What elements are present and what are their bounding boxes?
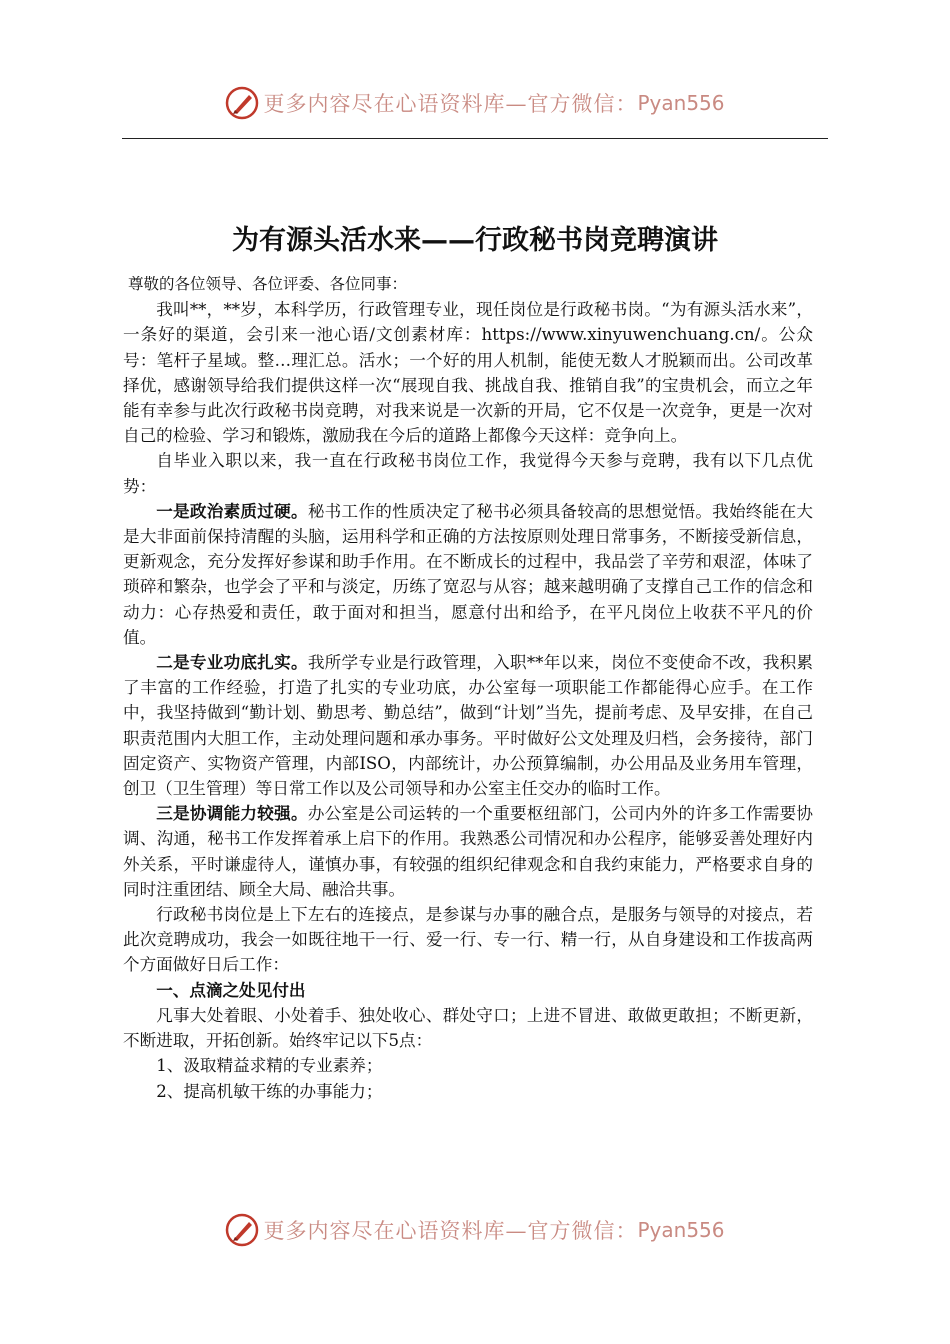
list-item-2: 2、提高机敏干练的办事能力；	[156, 1081, 383, 1101]
footer-banner	[0, 1205, 950, 1255]
paragraph-professional-lead: 二是专业功底扎实。	[156, 653, 308, 673]
paragraph-political-lead: 一是政治素质过硬。	[156, 501, 308, 521]
header-banner	[0, 78, 950, 128]
pen-logo-icon	[225, 1213, 259, 1247]
paragraph-commitment: 行政秘书岗位是上下左右的连接点，是参谋与办事的融合点，是服务与领导的对接点，若此次竞聘成功，我会一如既往地干一行、爱一行、专一行、精一行，从自身建设和工作拔高两个方面做好日后工作：	[123, 905, 813, 975]
paragraph-principles: 凡事大处着眼、小处着手、独处收心、群处守口；上进不冒进、敢做更敢担；不断更新，不断进取，开拓创新。始终牢记以下5点：	[123, 1005, 813, 1051]
section-heading-1: 一、点滴之处见付出	[156, 980, 306, 1000]
page-title: 为有源头活水来——行政秘书岗竞聘演讲	[232, 225, 718, 256]
header-divider	[122, 138, 828, 139]
paragraph-advantages-intro: 自毕业入职以来，我一直在行政秘书岗位工作，我觉得今天参与竞聘，我有以下几点优势：	[123, 451, 813, 496]
paragraph-coordination-lead: 三是协调能力较强。	[156, 804, 308, 824]
paragraph-political	[123, 499, 813, 650]
paragraph-coordination	[123, 801, 813, 902]
paragraph-coordination-text: 办公室是公司运转的一个重要枢纽部门，公司内外的许多工作需要协调、沟通，秘书工作发挥着承上启下的作用。我熟悉公司情况和办公程序，能够妥善处理好内外关系，平时谦虚待人，谨慎办事，有较强的组织纪律观念和自我约束能力，严格要求自身的同时注重团结、顾全大局、融洽共事。	[123, 804, 814, 899]
document-body	[123, 272, 813, 1104]
footer-banner-text: 更多内容尽在心语资料库—官方微信：	[263, 1219, 638, 1243]
list-item-1: 1、汲取精益求精的专业素养；	[156, 1056, 383, 1076]
banner-text: 更多内容尽在心语资料库—官方微信：	[263, 92, 638, 116]
paragraph-professional	[123, 650, 813, 801]
salutation: 尊敬的各位领导、各位评委、各位同事：	[128, 275, 408, 293]
banner-wechat-id: Pyan556	[637, 91, 725, 115]
paragraph-professional-text: 我所学专业是行政管理，入职**年以来，岗位不变使命不改，我积累了丰富的工作经验，打造了扎实的专业功底，办公室每一项职能工作都能得心应手。在工作中，我坚持做到“勤计划、勤思考、勤总结”，做到“计划”当先，提前考虑、及早安排，在自己职责范围内大胆工作，主动处理问题和承办事务。平时做好公文处理及归档，会务接待，部门固定资产、实物资产管理，内部ISO，内部统计，办公预算编制，办公用品及业务用车管理，创卫（卫生管理）等日常工作以及公司领导和办公室主任交办的临时工作。	[123, 653, 814, 799]
paragraph-intro: 我叫**，**岁，本科学历，行政管理专业，现任岗位是行政秘书岗。“为有源头活水来”，一条好的渠道，会引来一池心语/文创素材库：https://www.xinyuwenchuang.cn/。公众号：笔杆子星域。整…理汇总。活水；一个好的用人机制，能使无数人才脱颖而出。公司改革择优，感谢领导给我们提供这样一次“展现自我、挑战自我、推销自我”的宝贵机会，而立之年能有幸参与此次行政秘书岗竞聘，对我来说是一次新的开局，它不仅是一次竞争，更是一次对自己的检验、学习和锻炼，激励我在今后的道路上都像今天这样：竞争向上。	[123, 300, 813, 446]
paragraph-political-text: 秘书工作的性质决定了秘书必须具备较高的思想觉悟。我始终能在大是大非面前保持清醒的头脑，运用科学和正确的方法按原则处理日常事务，不断接受新信息，更新观念，充分发挥好参谋和助手作用。在不断成长的过程中，我品尝了辛劳和艰涩，体味了琐碎和繁杂，也学会了平和与淡定，历练了宽忍与从容；越来越明确了支撑自己工作的信念和动力：心存热爱和责任，敢于面对和担当，愿意付出和给予，在平凡岗位上收获不平凡的价值。	[123, 501, 814, 647]
pen-logo-icon	[225, 86, 259, 120]
footer-banner-wechat-id: Pyan556	[637, 1218, 725, 1242]
